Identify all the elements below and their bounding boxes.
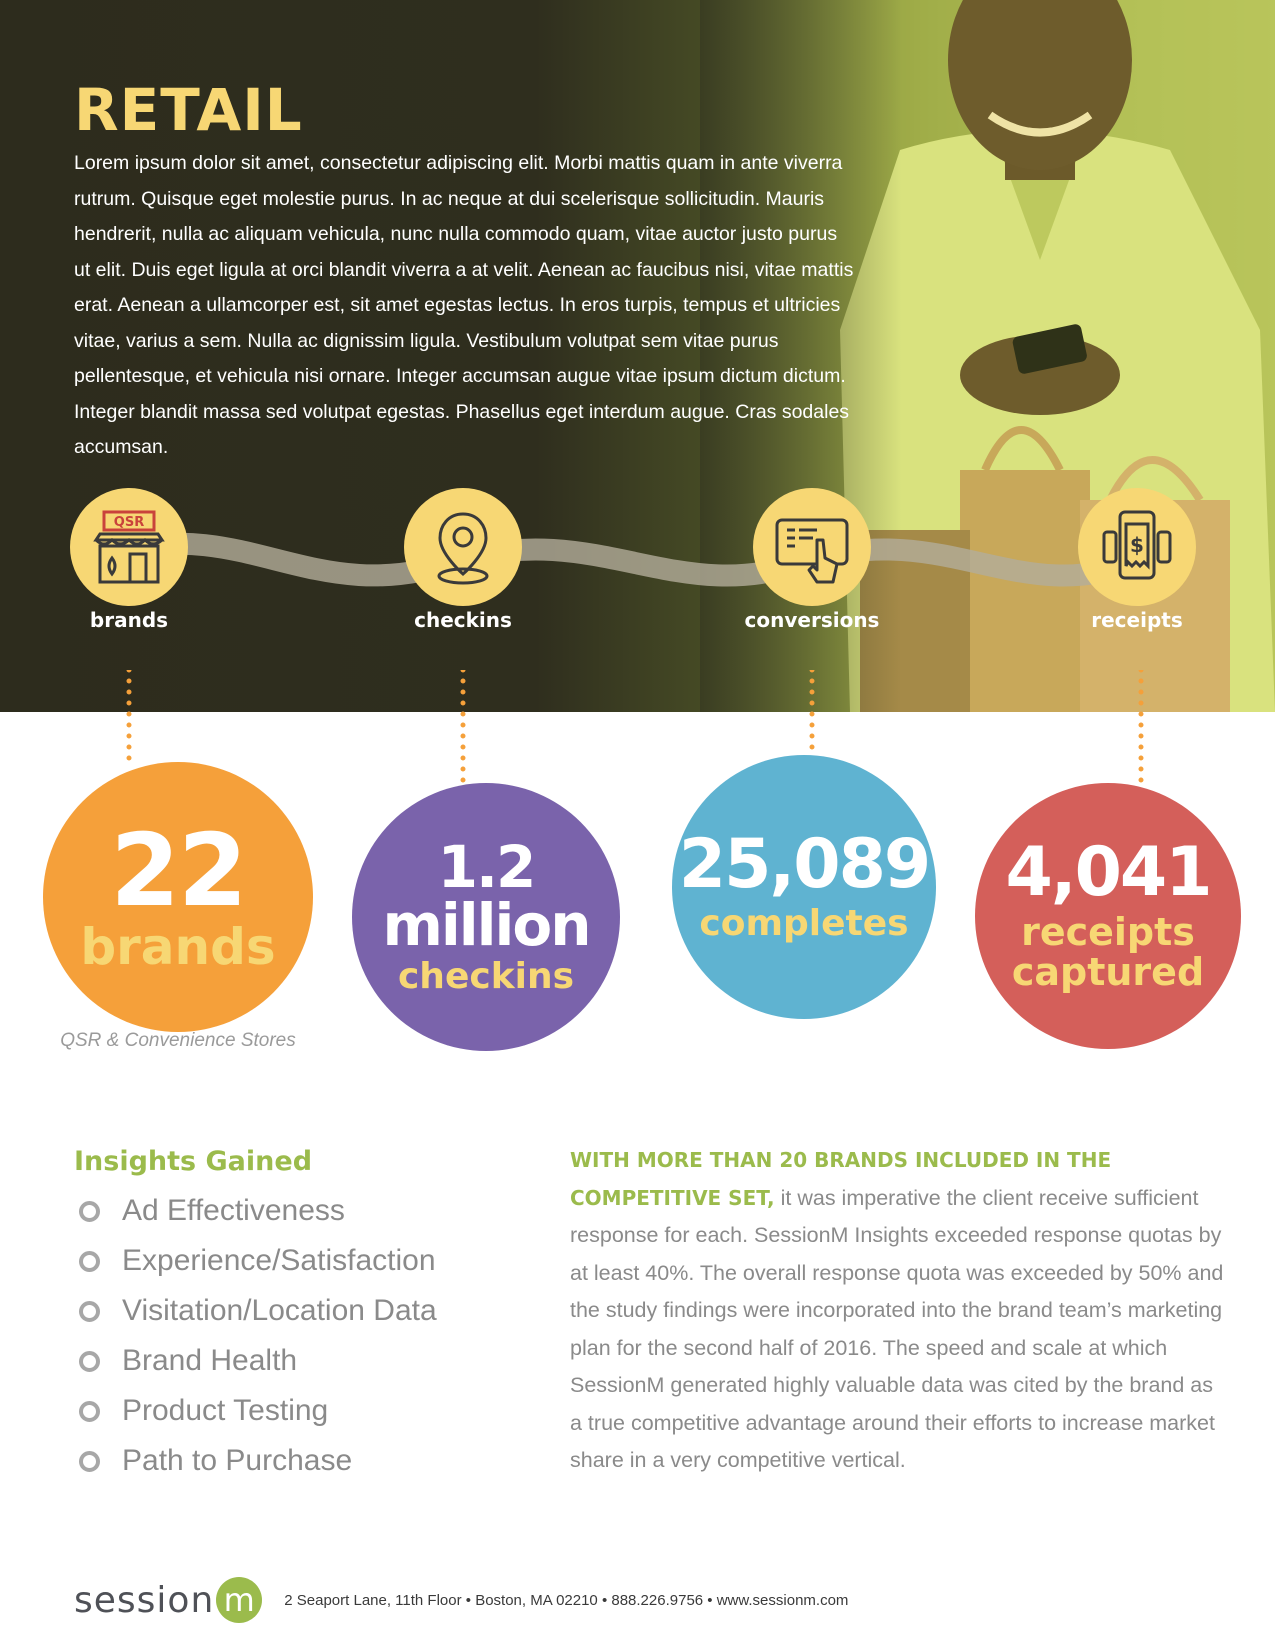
step-conversions [753,488,871,606]
stat-completes-number: 25,089 [678,825,930,905]
step-label-checkins: checkins [414,608,512,632]
step-label-conversions: conversions [744,608,880,632]
bullet-ring-icon [79,1251,100,1272]
list-item: Product Testing [74,1386,437,1436]
mobile-receipt-icon [1098,508,1176,586]
logo-m-icon: m [216,1577,262,1623]
bullet-ring-icon [79,1301,100,1322]
footer [74,1572,848,1628]
svg-text:$: $ [1130,533,1144,557]
list-item: Experience/Satisfaction [74,1236,437,1286]
tablet-touch-icon [773,508,851,586]
step-checkins [404,488,522,606]
list-item: Brand Health [74,1336,437,1386]
step-label-brands: brands [89,608,169,632]
stat-checkins-number: 1.2 [437,833,535,902]
insights-list [74,1186,437,1486]
case-summary-body: it was imperative the client receive sufficient response for each. SessionM Insights exceeded response quotas by at least 40%. The overall response quota was exceeded by 50% and the study findings were incorporated into the brand team’s marketing plan for the second half of 2016. The speed and scale at which SessionM generated highly valuable data was cited by the brand as a true competitive advantage around their efforts to increase market share in a very competitive vertical. [570,1185,1224,1472]
stat-completes [672,755,936,1019]
list-item: Visitation/Location Data [74,1286,437,1336]
stat-brands-number: 22 [110,811,246,929]
logo-wordmark: session [74,1579,215,1621]
stat-brands-note: QSR & Convenience Stores [60,1030,296,1051]
intro-paragraph: Lorem ipsum dolor sit amet, consectetur adipiscing elit. Morbi mattis quam in ante viverra rutrum. Quisque eget molestie purus. In ac neque at dui scelerisque sollicitudin. Mauris hendrerit, nulla ac aliquam vehicula, nunc nulla commodo quam, vitae auctor justo purus ut elit. Duis eget ligula at orci blandit viverra a at velit. Aenean ac faucibus nisi, vitae mattis erat. Aenean a ullamcorper est, sit amet egestas lectus. In eros turpis, tempus et ultricies vitae, varius a sem. Nulla ac dignissim ligula. Vestibulum volutpat sem vitae purus pellentesque, et vehicula nisi ornare. Integer accumsan augue vitae ipsum dictum dictum. Integer blandit massa sed volutpat egestas. Phasellus eget interdum augue. Cras sodales accumsan. [74,152,854,458]
stat-completes-label: completes [699,903,909,945]
list-item: Path to Purchase [74,1436,437,1486]
stat-receipts-label: receipts [1021,910,1195,955]
qsr-sign: QSR [113,515,145,530]
stat-checkins-number-unit: million [382,891,590,960]
step-brands [70,488,188,606]
stat-brands [43,762,313,1032]
bullet-ring-icon [79,1201,100,1222]
bullet-ring-icon [79,1451,100,1472]
stat-receipts-label-2: captured [1011,950,1205,994]
store-icon [90,508,168,586]
stat-checkins-label: checkins [397,956,575,998]
bullet-ring-icon [79,1351,100,1372]
stat-receipts [975,783,1241,1049]
stat-checkins [352,783,620,1051]
case-summary [570,1142,1230,1480]
case-summary-lead: WITH MORE THAN 20 BRANDS INCLUDED IN THE COMPETITIVE SET, [570,1148,1112,1210]
step-label-receipts: receipts [1091,608,1183,632]
bullet-ring-icon [79,1401,100,1422]
insights-title: Insights Gained [74,1146,313,1177]
location-pin-icon [424,508,502,586]
step-receipts [1078,488,1196,606]
list-item: Ad Effectiveness [74,1186,437,1236]
stat-receipts-number: 4,041 [1005,833,1211,913]
stat-brands-label: brands [80,917,276,976]
hero-banner [0,0,1275,712]
page-title: RETAIL [74,76,303,144]
contact-info: 2 Seaport Lane, 11th Floor • Boston, MA 02210 • 888.226.9756 • www.sessionm.com [284,1591,849,1609]
